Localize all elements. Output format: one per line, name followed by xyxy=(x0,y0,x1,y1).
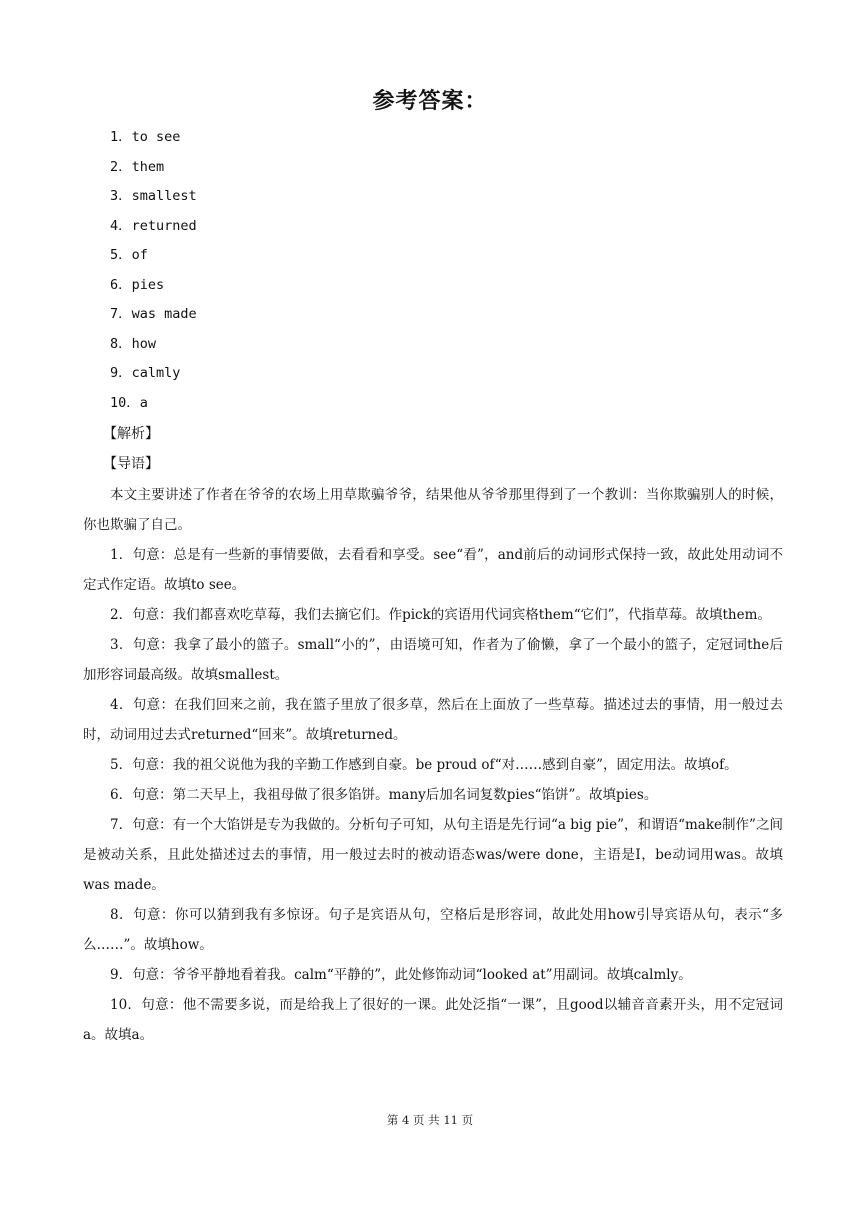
page-title: 参考答案： xyxy=(372,89,488,114)
answer-item: 10．a xyxy=(110,394,148,411)
explanation-paragraph: 7．句意：有一个大馅饼是专为我做的。分析句子可知，从句主语是先行词“a big pie”，和谓语“make制作”之间是被动关系，且此处描述过去的事情，用一般过去时的被动语态was/were done，主语是I，be动词用was。故填was made。 xyxy=(83,817,783,893)
answer-item: 9．calmly xyxy=(110,365,181,381)
analysis-tag: 【解析】 xyxy=(103,426,159,442)
answer-item: 2．them xyxy=(110,158,165,175)
explanation-paragraph: 2．句意：我们都喜欢吃草莓，我们去摘它们。作pick的宾语用代词宾格them“它们”，代指草莓。故填them。 xyxy=(110,607,771,623)
answer-item: 4．returned xyxy=(110,217,197,234)
intro-tag: 【导语】 xyxy=(103,456,159,472)
intro-paragraph: 本文主要讲述了作者在爷爷的农场上用草欺骗爷爷，结果他从爷爷那里得到了一个教训：当你欺骗别人的时候，你也欺骗了自己。 xyxy=(83,487,783,533)
explanation-paragraph: 5．句意：我的祖父说他为我的辛勤工作感到自豪。be proud of“对……感到自豪”，固定用法。故填of。 xyxy=(110,757,738,773)
explanation-paragraph: 1．句意：总是有一些新的事情要做，去看看和享受。see“看”，and前后的动词形式保持一致，故此处用动词不定式作定语。故填to see。 xyxy=(83,547,783,593)
answer-item: 8．how xyxy=(110,335,157,352)
answer-item: 3．smallest xyxy=(110,188,197,204)
explanation-paragraph: 4．句意：在我们回来之前，我在篮子里放了很多草，然后在上面放了一些草莓。描述过去的事情，用一般过去时，动词用过去式returned“回来”。故填returned。 xyxy=(83,697,783,743)
answer-list xyxy=(110,127,197,422)
answer-item: 6．pies xyxy=(110,276,165,293)
explanation-paragraph: 8．句意：你可以猜到我有多惊讶。句子是宾语从句，空格后是形容词，故此处用how引导宾语从句，表示“多么……”。故填how。 xyxy=(83,907,783,953)
answer-item: 1．to see xyxy=(110,129,181,145)
explanation-paragraph: 3．句意：我拿了最小的篮子。small“小的”，由语境可知，作者为了偷懒，拿了一个最小的篮子，定冠词the后加形容词最高级。故填smallest。 xyxy=(83,637,783,683)
explanation-paragraph: 9．句意：爷爷平静地看着我。calm“平静的”，此处修饰动词“looked at”用副词。故填calmly。 xyxy=(110,967,692,983)
explanation-paragraph: 6．句意：第二天早上，我祖母做了很多馅饼。many后加名词复数pies“馅饼”。故填pies。 xyxy=(110,787,658,803)
answer-item: 7．was made xyxy=(110,306,197,322)
explanation-body xyxy=(83,480,783,1050)
page-footer: 第 4 页 共 11 页 xyxy=(386,1113,474,1127)
explanation-paragraph: 10．句意：他不需要多说，而是给我上了很好的一课。此处泛指“一课”，且good以辅音音素开头，用不定冠词a。故填a。 xyxy=(83,997,783,1043)
answer-item: 5．of xyxy=(110,247,148,263)
